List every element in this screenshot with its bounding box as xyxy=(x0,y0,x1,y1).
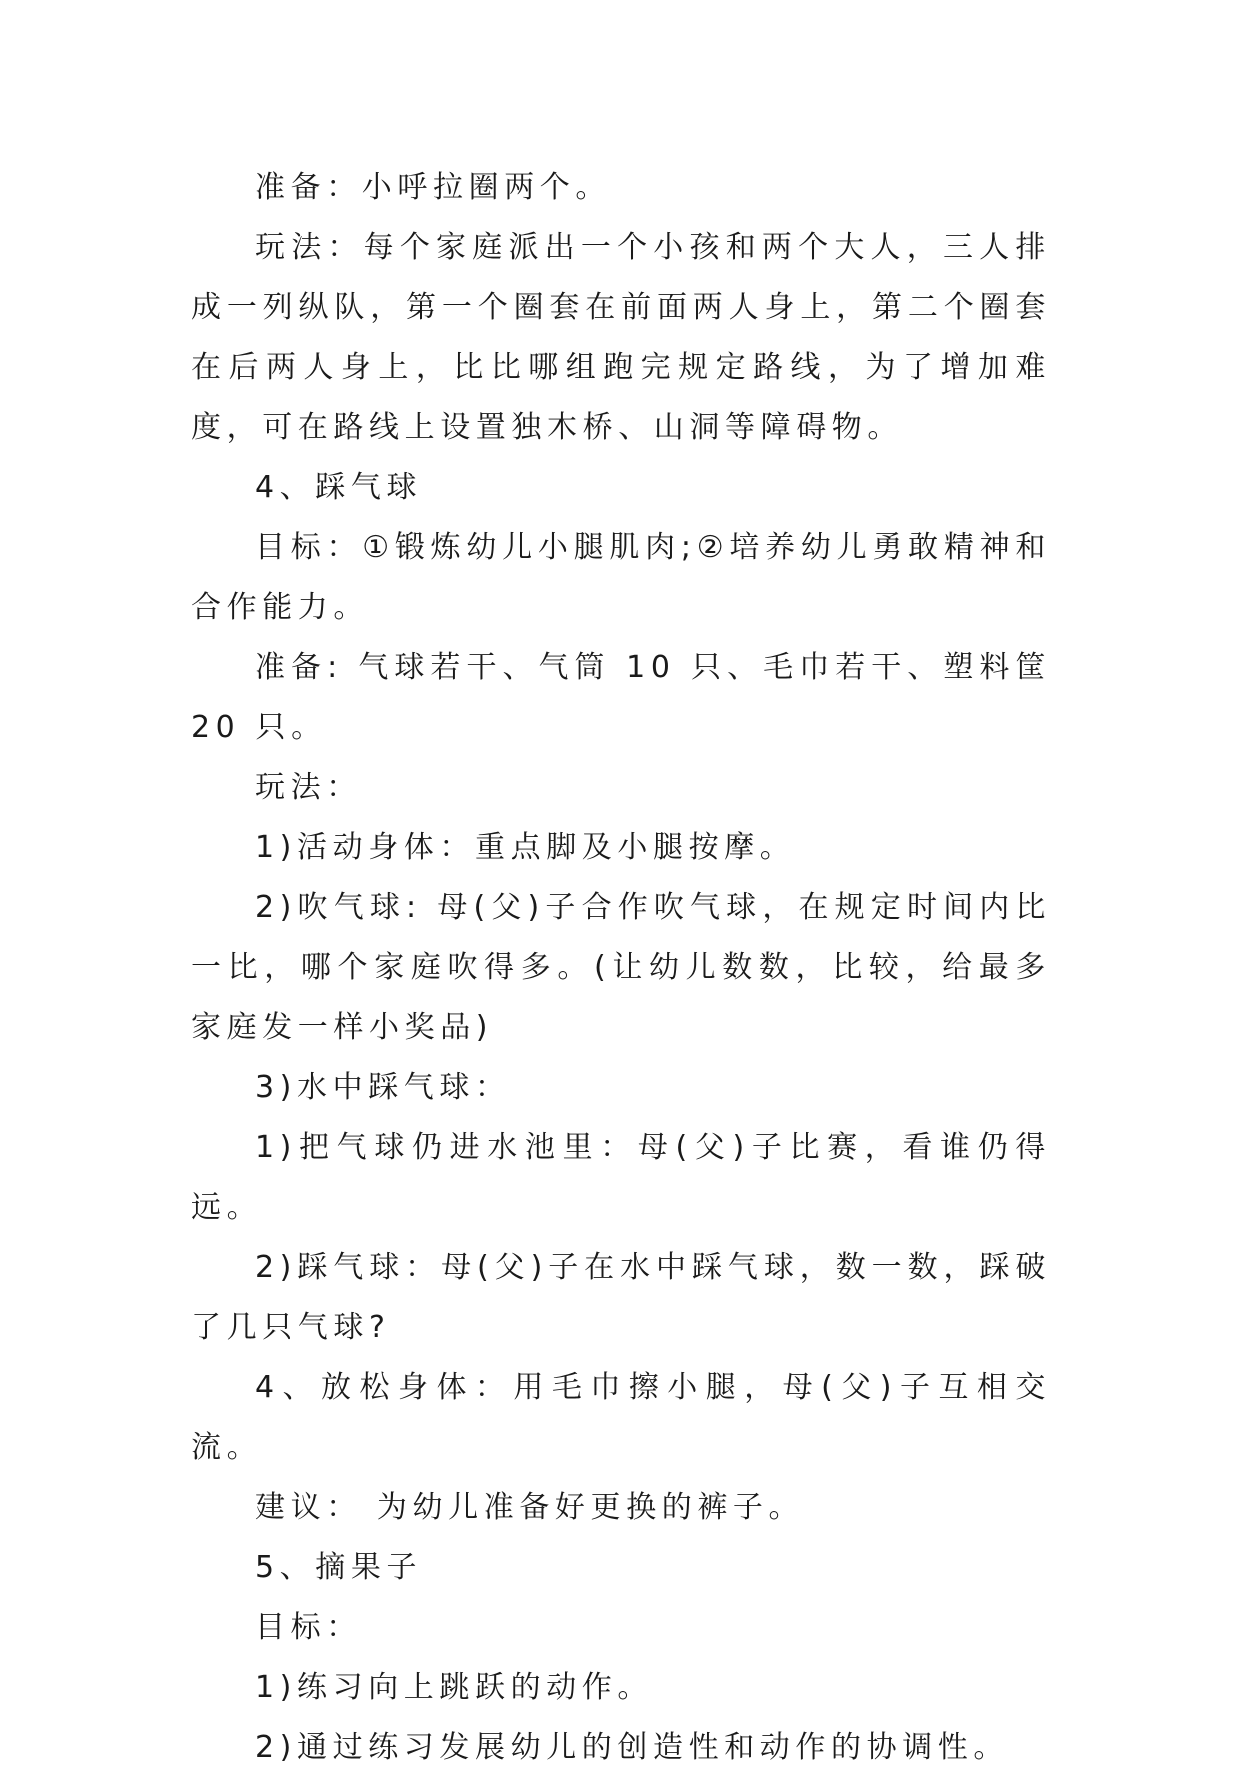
list-item-warm-up: 1)活动身体：重点脚及小腿按摩。 xyxy=(255,830,796,865)
list-item-jump-practice: 1)练习向上跳跃的动作。 xyxy=(255,1670,653,1705)
section-heading-step-on-balloons: 4、踩气球 xyxy=(255,470,423,505)
list-item-step-balloons: 2)踩气球：母(父)子在水中踩气球，数一数，踩破了几只气球? xyxy=(191,1250,1051,1345)
paragraph-suggestion: 建议： 为幼儿准备好更换的裤子。 xyxy=(255,1490,805,1525)
list-item-blow-balloons: 2)吹气球: 母(父)子合作吹气球，在规定时间内比一比，哪个家庭吹得多。(让幼儿数数，比较，给最多家庭发一样小奖品) xyxy=(191,890,1051,1045)
list-item-coordination: 2)通过练习发展幼儿的创造性和动作的协调性。 xyxy=(255,1730,1009,1765)
list-item-relax: 4、放松身体：用毛巾擦小腿，母(父)子互相交流。 xyxy=(191,1370,1051,1465)
paragraph-play-method-hoops: 玩法：每个家庭派出一个小孩和两个大人，三人排成一列纵队，第一个圈套在前面两人身上，第二个圈套在后两人身上，比比哪组跑完规定路线，为了增加难度，可在路线上设置独木桥、山洞等障碍物。 xyxy=(191,230,1051,445)
paragraph-prepare-balloons: 准备: 气球若干、气筒 10 只、毛巾若干、塑料筐 20 只。 xyxy=(191,650,1051,745)
paragraph-prepare-hoops: 准备：小呼拉圈两个。 xyxy=(255,170,611,205)
section-heading-pick-fruit: 5、摘果子 xyxy=(255,1550,423,1585)
list-item-throw-balloons: 1)把气球仍进水池里：母(父)子比赛，看谁仍得远。 xyxy=(191,1130,1051,1225)
paragraph-goals-balloons: 目标：①锻炼幼儿小腿肌肉;②培养幼儿勇敢精神和合作能力。 xyxy=(191,530,1051,625)
paragraph-goals-label: 目标： xyxy=(255,1610,362,1645)
document-body xyxy=(191,158,1051,1778)
list-item-water-balloons: 3)水中踩气球： xyxy=(255,1070,511,1105)
paragraph-play-method-label: 玩法： xyxy=(255,770,362,805)
